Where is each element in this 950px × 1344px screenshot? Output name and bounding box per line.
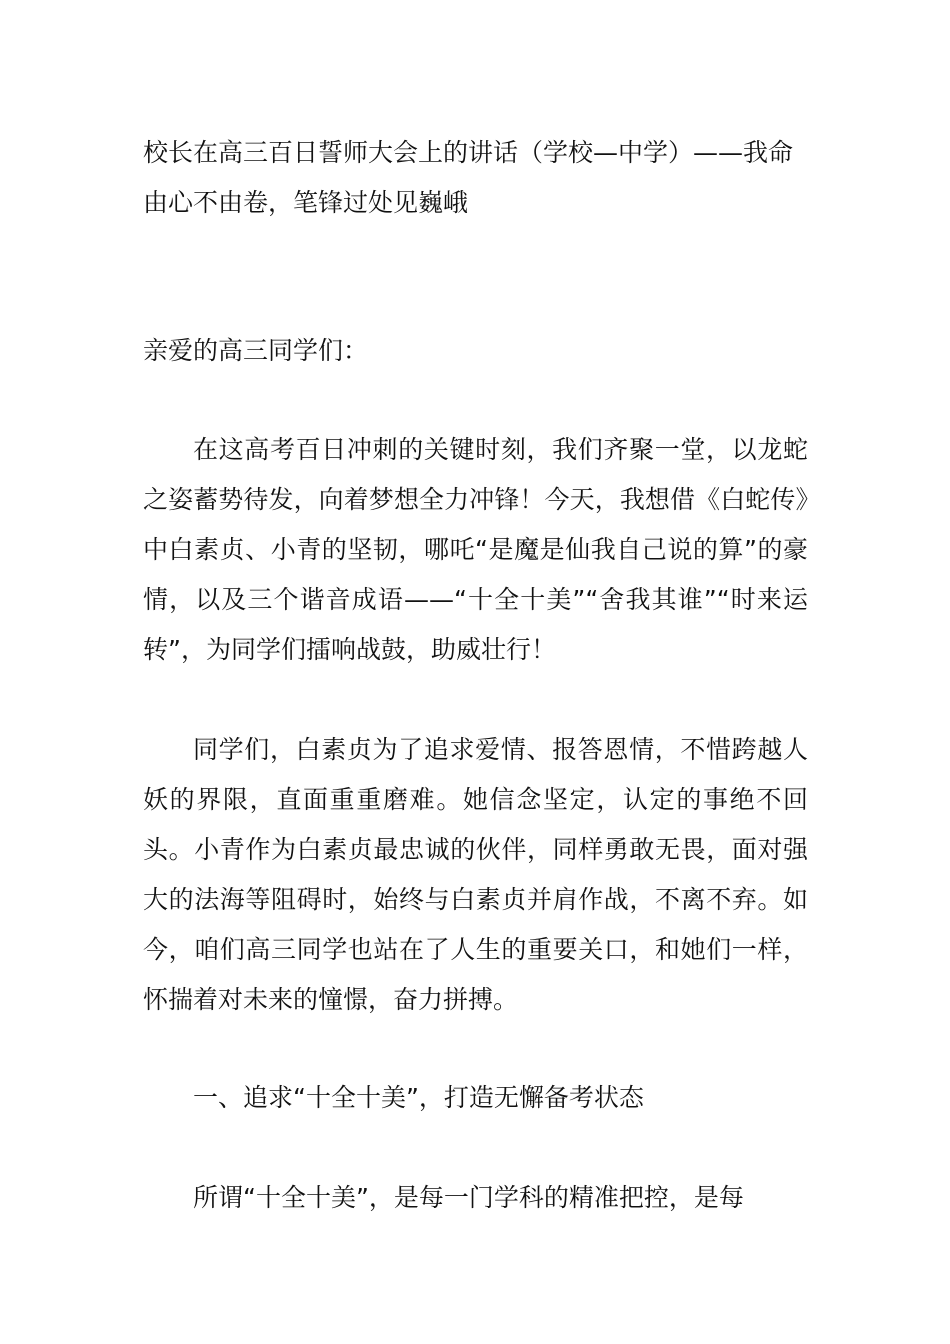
document-page bbox=[143, 128, 808, 1212]
paragraph-1: 在这高考百日冲刺的关键时刻，我们齐聚一堂，以龙蛇之姿蓄势待发，向着梦想全力冲锋！今天，我想借《白蛇传》中白素贞、小青的坚韧，哪吒“是魔是仙我自己说的算”的豪情，以及三个谐音成语——“十全十美”“舍我其谁”“时来运转”，为同学们擂响战鼓，助威壮行！ bbox=[143, 435, 808, 664]
section-heading: 一、追求“十全十美”，打造无懈备考状态 bbox=[193, 1083, 644, 1112]
document-title: 校长在高三百日誓师大会上的讲话（学校—中学）——我命由心不由卷，笔锋过处见巍峨 bbox=[143, 138, 794, 217]
section-paragraph: 所谓“十全十美”，是每一门学科的精准把控，是每 bbox=[193, 1183, 744, 1212]
paragraph-2: 同学们，白素贞为了追求爱情、报答恩情，不惜跨越人妖的界限，直面重重磨难。她信念坚定，认定的事绝不回头。小青作为白素贞最忠诚的伙伴，同样勇敢无畏，面对强大的法海等阻碍时，始终与白素贞并肩作战，不离不弃。如今，咱们高三同学也站在了人生的重要关口，和她们一样，怀揣着对未来的憧憬，奋力拼搏。 bbox=[143, 735, 808, 1014]
salutation: 亲爱的高三同学们： bbox=[143, 336, 369, 365]
